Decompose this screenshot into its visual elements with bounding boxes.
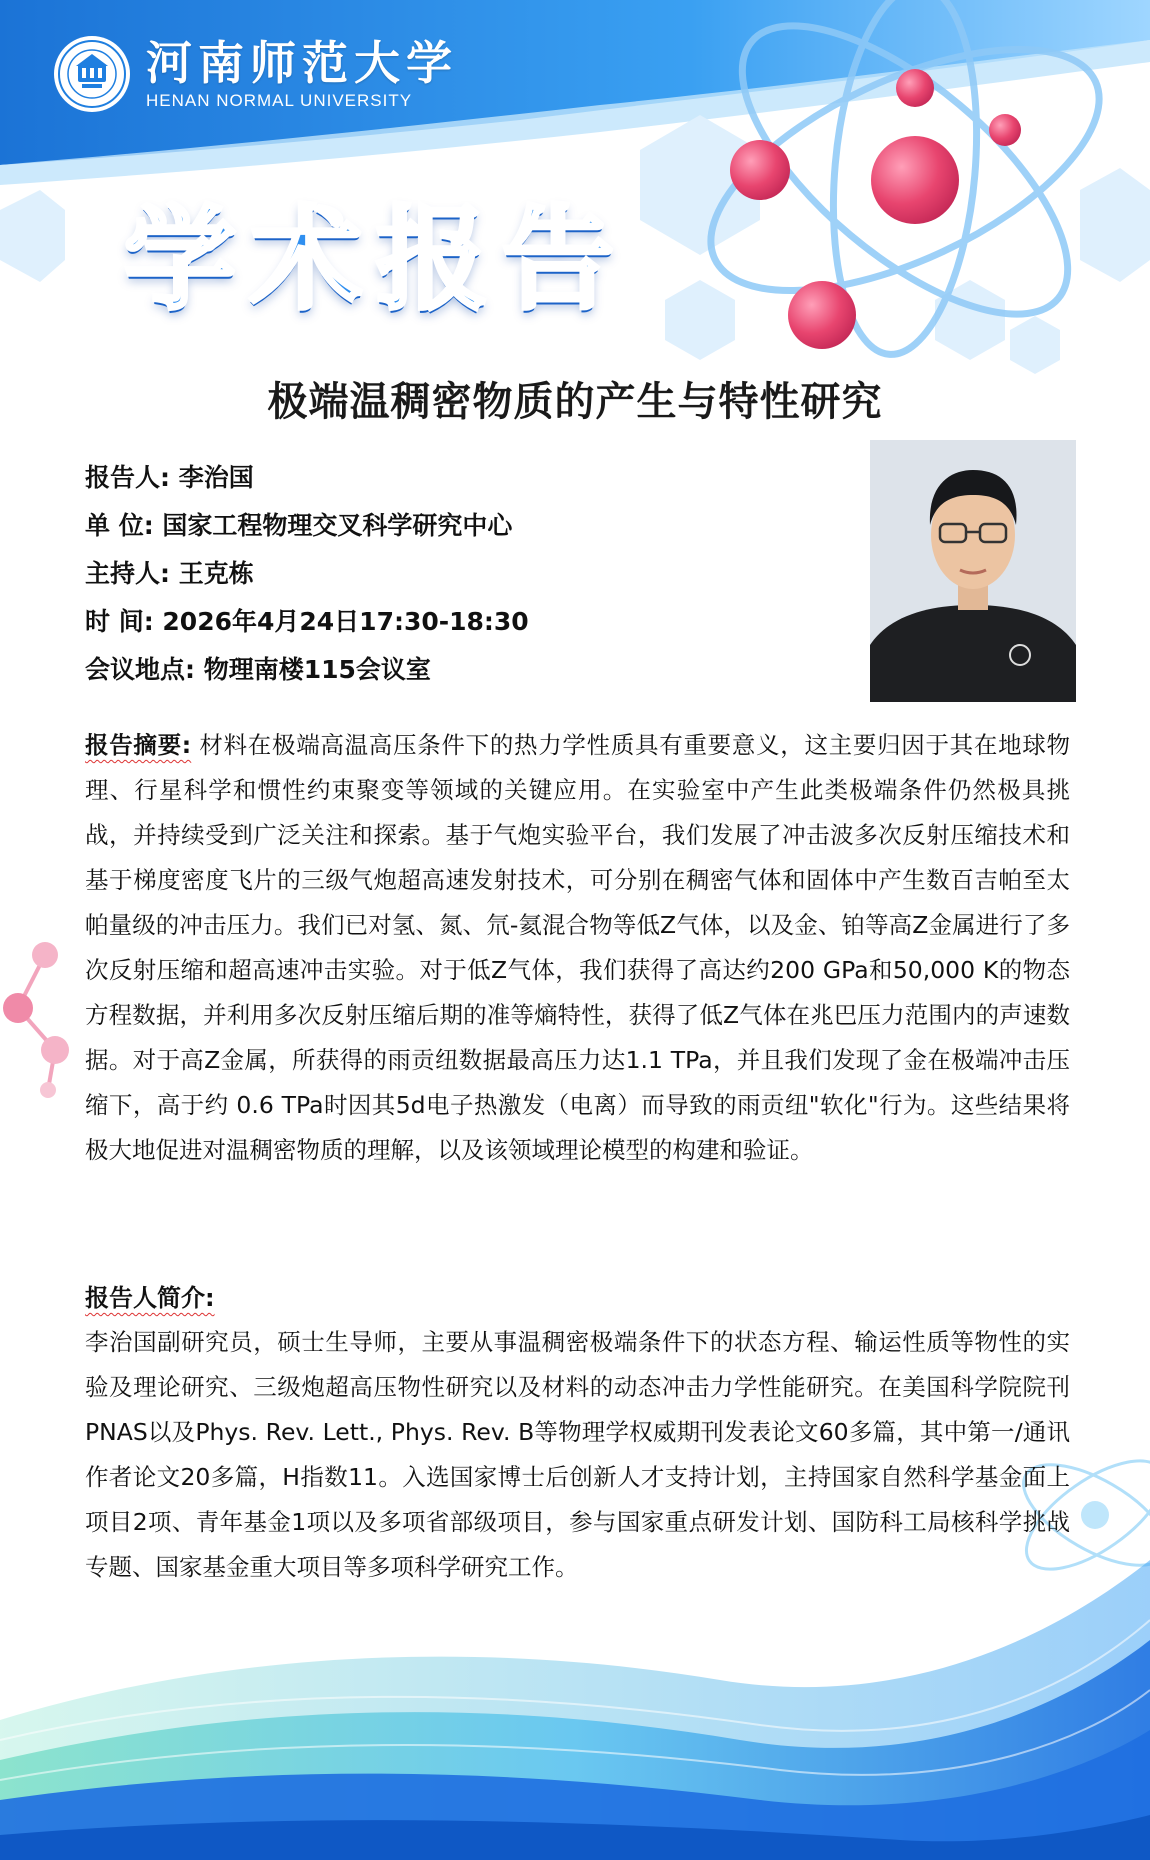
university-name [146,37,458,111]
report-info [85,458,529,698]
report-title: 极端温稠密物质的产生与特性研究 [267,379,883,425]
speaker-photo [870,440,1076,702]
abstract-text: 材料在极端高温高压条件下的热力学性质具有重要意义，这主要归因于其在地球物理、行星科学和惯性约束聚变等领域的关键应用。在实验室中产生此类极端条件仍然极具挑战，并持续受到广泛关注和探索。基于气炮实验平台，我们发展了冲击波多次反射压缩技术和基于梯度密度飞片的三级气炮超高速发射技术，可分别在稠密气体和固体中产生数百吉帕至太帕量级的冲击压力。我们已对氢、氮、氘-氦混合物等低Z气体，以及金、铂等高Z金属进行了多次反射压缩和超高速冲击实验。对于低Z气体，我们获得了高达约200 GPa和50,000 K的物态方程数据，并利用多次反射压缩后期的准等熵特性，获得了低Z气体在兆巴压力范围内的声速数据。对于高Z金属，所获得的雨贡纽数据最高压力达1.1 TPa，并且我们发现了金在极端冲击压缩下，高于约 0.6 TPa时因其5d电子热激发（电离）而导致的雨贡纽"软化"行为。这些结果将极大地促进对温稠密物质的理解，以及该领域理论模型的构建和验证。 [85,731,1070,1164]
venue-line: 会议地点: 物理南楼115会议室 [85,655,431,684]
university-name-cn: 河南师范大学 [146,36,458,90]
bio-text: 李治国副研究员，硕士生导师，主要从事温稠密极端条件下的状态方程、输运性质等物性的实验及理论研究、三级炮超高压物性研究以及材料的动态冲击力学性能研究。在美国科学院院刊 PNAS以及Phys. Rev. Lett., Phys. Rev. B等物理学权威期刊发表论文60多篇，其中第一/通讯作者论文20多篇，H指数11。入选国家博士后创新人才支持计划，主持国家自然科学基金面上项目2项、青年基金1项以及多项省部级项目，参与国家重点研发计划、国防科工局核科学挑战专题、国家基金重大项目等多项科学研究工作。 [85,1328,1070,1581]
university-name-en: HENAN NORMAL UNIVERSITY [146,91,413,110]
university-seal-icon [52,34,132,114]
bio-label: 报告人简介: [85,1284,215,1312]
unit-line: 单 位: 国家工程物理交叉科学研究中心 [85,511,513,540]
banner-heading: 学术报告 [124,195,628,325]
university-logo [52,34,458,114]
speaker-portrait-icon [870,440,1076,702]
abstract-label: 报告摘要: [85,731,192,759]
abstract-section [85,723,1070,1173]
speaker-line: 报告人: 李治国 [85,463,254,492]
host-line: 主持人: 王克栋 [85,559,254,588]
time-line: 时 间: 2026年4月24日17:30-18:30 [85,607,529,636]
